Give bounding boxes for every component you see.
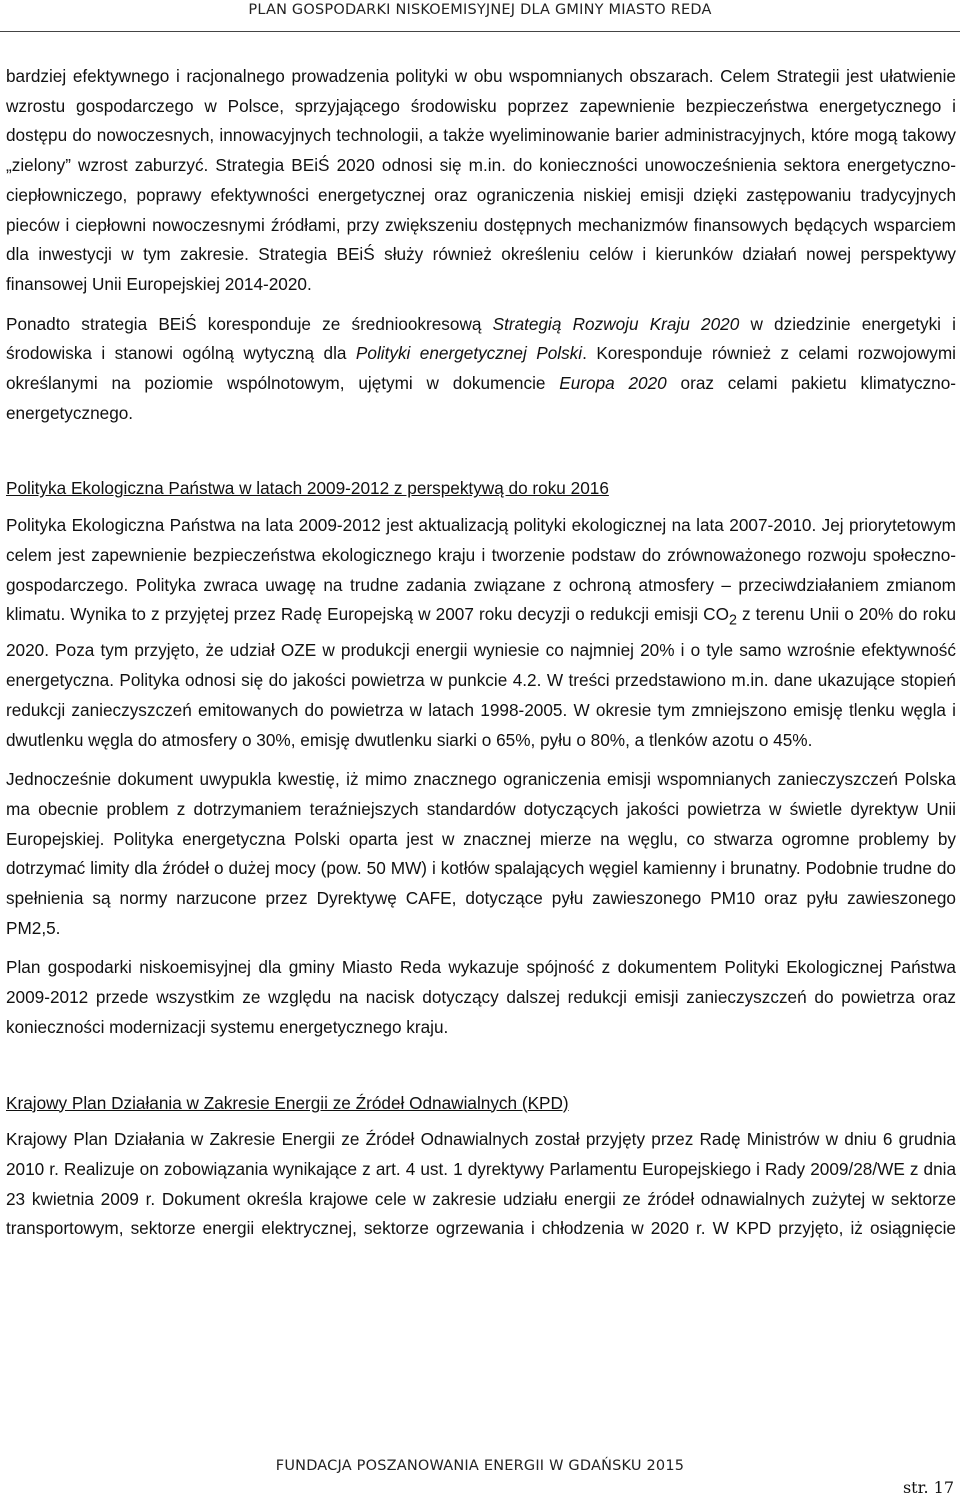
paragraph-reda-consistency: Plan gospodarki niskoemisyjnej dla gminy Miasto Reda wykazuje spójność z dokumentem Polityki Ekologicznej Państwa 2009-2012 przede wszystkim ze względu na nacisk dotyczący dalszej redukcji emisji zanieczyszczeń do powietrza oraz konieczności modernizacji systemu energetycznego kraju. bbox=[6, 957, 956, 1037]
paragraph-air-quality: Jednocześnie dokument uwypukla kwestię, iż mimo znacznego ograniczenia emisji wspomnianych zanieczyszczeń Polska ma obecnie problem z dotrzymaniem teraźniejszych standardów dotyczących jakości powietrza w świetle dyrektyw Unii Europejskiej. Polityka energetyczna Polski oparta jest w znacznej mierze na węglu, co stwarza ogromne problemy by dotrzymać limity dla źródeł o dużej mocy (pow. 50 MW) i kotłów spalających węgiel kamienny i brunatny. Podobnie trudne do spełnienia są normy narzucone przez Dyrektywę CAFE, dotyczące pyłu zawieszonego PM10 oraz pyłu zawieszonego PM2,5. bbox=[6, 769, 956, 938]
subscript: 2 bbox=[728, 612, 737, 629]
text-run: Ponadto strategia BEiŚ koresponduje ze średniookresową bbox=[6, 313, 493, 334]
text-run: . Koresponduje również z celami rozwojowymi określanymi na poziomie wspólnotowym, ujętymi w dokumencie bbox=[6, 343, 956, 394]
paragraph-strategy-beis: bardziej efektywnego i racjonalnego prowadzenia polityki w obu wspomnianych obszarach. Celem Strategii jest ułatwienie wzrostu gospodarczego w Polsce, sprzyjającego środowisku poprzez zapewnienie bezpieczeństwa energetycznego i dostępu do nowoczesnych, innowacyjnych technologii, a także wyeliminowanie barier administracyjnych, które mogą takowy „zielony” wzrost zaburzyć. Strategia BEiŚ 2020 odnosi się m.in. do konieczności unowocześnienia sektora energetyczno-ciepłowniczego, poprawy efektywności energetycznej oraz ograniczenia niskiej emisji dzięki zastępowaniu tradycyjnych pieców i ciepłowni nowoczesnymi źródłami, przy zwiększeniu dostępnych mechanizmów finansowych będących wsparciem dla inwestycji w tym zakresie. Strategia BEiŚ służy również określeniu celów i kierunków działań nowej perspektywy finansowej Unii Europejskiej 2014-2020. bbox=[6, 66, 956, 294]
header-divider bbox=[0, 31, 960, 32]
paragraph-ecological-policy bbox=[6, 511, 956, 755]
section-heading-ecological-policy: Polityka Ekologiczna Państwa w latach 2009-2012 z perspektywą do roku 2016 bbox=[6, 478, 609, 499]
italic-text: Polityki energetycznej Polski bbox=[355, 343, 583, 364]
page-footer: FUNDACJA POSZANOWANIA ENERGII W GDAŃSKU 2015 bbox=[275, 1458, 685, 1474]
section-heading-kpd: Krajowy Plan Działania w Zakresie Energii ze Źródeł Odnawialnych (KPD) bbox=[6, 1092, 569, 1113]
paragraph-kpd: Krajowy Plan Działania w Zakresie Energii ze Źródeł Odnawialnych został przyjęty przez Radę Ministrów w dniu 6 grudnia 2010 r. Realizuje on zobowiązania wynikające z art. 4 ust. 1 dyrektywy Parlamentu Europejskiego i Rady 2009/28/WE z dnia 23 kwietnia 2009 r. Dokument określa krajowe cele w zakresie udziału energii ze źródeł odnawialnych zużytej w sektorze transportowym, sektorze energii elektrycznej, sektorze ogrzewania i chłodzenia w 2020 r. W KPD przyjęto, iż osiągnięcie bbox=[6, 1129, 956, 1239]
italic-text: Europa 2020 bbox=[559, 373, 667, 394]
document-body bbox=[6, 62, 956, 1254]
text-run: z terenu Unii o 20% do roku 2020. Poza tym przyjęto, że udział OZE w produkcji energii wyniesie co najmniej 20% i o tyle samo wzrośnie efektywność energetyczna. Polityka odnosi się do jakości powietrza w punkcie 4.2. W treści przedstawiono m.in. dane ukazujące stopień redukcji zanieczyszczeń emitowanych do powietrza w latach 1998-2005. W okresie tym zmniejszono emisję tlenku węgla i dwutlenku węgla do atmosfery o 30%, emisję dwutlenku siarki o 65%, pyłu o 80%, a tlenków azotu o 45%. bbox=[6, 604, 956, 750]
italic-text: Strategią Rozwoju Kraju 2020 bbox=[492, 313, 740, 334]
text-run: w dziedzinie energetyki i środowiska i stanowi ogólną wytyczną dla bbox=[6, 313, 957, 364]
page-header: PLAN GOSPODARKI NISKOEMISYJNEJ DLA GMINY MIASTO REDA bbox=[248, 2, 712, 18]
text-run: oraz celami pakietu klimatyczno-energetycznego. bbox=[6, 373, 956, 423]
page-number: str. 17 bbox=[902, 1478, 954, 1497]
text-run: Polityka Ekologiczna Państwa na lata 2009-2012 jest aktualizacją polityki ekologicznej na lata 2007-2010. Jej priorytetowym celem jest zapewnienie bezpieczeństwa ekologicznego kraju i tworzenie podstaw do zrównoważonego rozwoju społeczno-gospodarczego. Polityka zwraca uwagę na trudne zadania związane z ochroną atmosfery – przeciwdziałaniem zmianom klimatu. Wynika to z przyjętej przez Radę Europejską w 2007 roku decyzji o redukcji emisji CO bbox=[6, 515, 956, 625]
paragraph-strategy-correspondence bbox=[6, 310, 956, 429]
